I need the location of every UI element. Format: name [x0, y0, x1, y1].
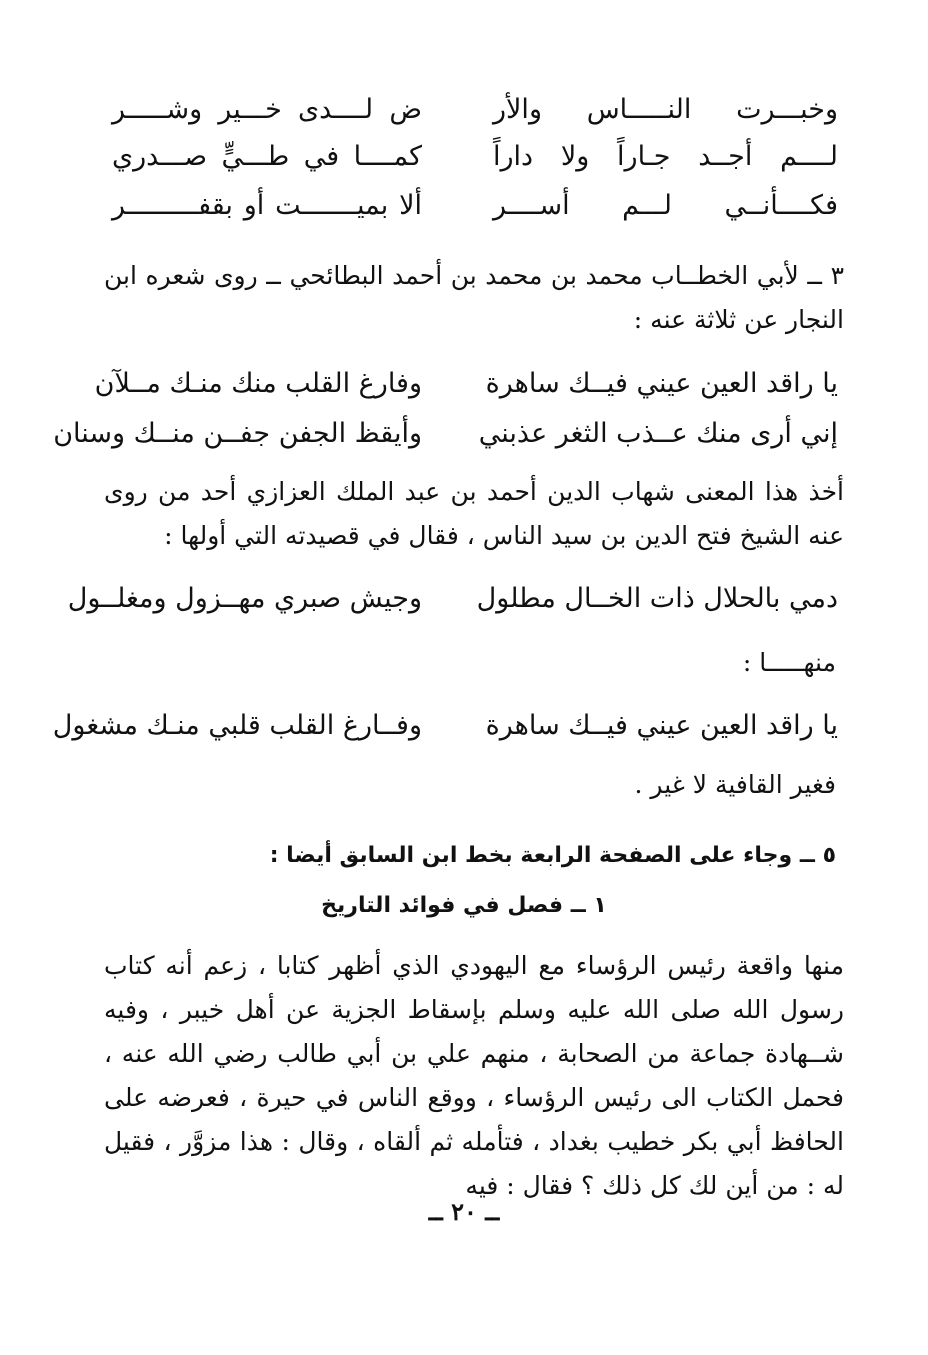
- poem2-line1-ajz: وفارغ القلب منك منـك مــلآن: [94, 368, 422, 399]
- poem4-sadr: يا راقد العين عيني فيــك ساهرة: [485, 710, 838, 741]
- qafiya-note: فغير القافية لا غير .: [634, 770, 836, 799]
- item3-paragraph: ٣ ــ لأبي الخطــاب محمد بن محمد بن أحمد البطائحي ــ روى شعره ابن النجار عن ثلاثة عنه :: [104, 261, 844, 334]
- paragraph-al-azazi: أخذ هذا المعنى شهاب الدين أحمد بن عبد الملك العزازي أحد من روى عنه الشيخ فتح الدين بن سيد الناس ، فقال في قصيدته التي أولها :: [104, 477, 844, 550]
- subsection-heading: ١ ــ فصل في فوائد التاريخ: [321, 893, 607, 918]
- section-heading-5: ٥ ــ وجاء على الصفحة الرابعة بخط ابن السابق أيضا :: [269, 843, 836, 868]
- poem1-line3-ajz: ألا بميـــــــت أو بقفـــــــــر: [112, 190, 422, 221]
- history-paragraph: منها واقعة رئيس الرؤساء مع اليهودي الذي أظهر كتابا ، زعم أنه كتاب رسول الله صلى الله عليه وسلم بإسقاط الجزية عن أهل خيبر ، وفيه شــهادة جماعة من الصحابة ، منهم علي بن أبي طالب رضي الله عنه ، فحمل الكتاب الى رئيس الرؤساء ، ووقع الناس في حيرة ، فعرضه على الحافظ أبي بكر خطيب بغداد ، فتأمله ثم ألقاه ، وقال : هذا مزوَّر ، فقيل له : من أين لك كل ذلك ؟ فقال : فيه: [104, 951, 844, 1200]
- poem1-line2-ajz: كمــــا في طـــيٍّ صـــدري: [112, 141, 422, 172]
- poem4-ajz: وفــارغ القلب قلبي منـك مشغول: [52, 710, 422, 741]
- poem1-line1-sadr: وخبـــرت النـــــاس والأر: [493, 94, 838, 125]
- poem2-line2-ajz: وأيقظ الجفن جفــن منــك وسنان: [53, 418, 422, 449]
- page-number: ــ ٢٠ ــ: [428, 1197, 500, 1226]
- minha-label: منهـــــا :: [742, 648, 836, 677]
- poem3-ajz: وجيش صبري مهــزول ومغلــول: [67, 583, 422, 614]
- poem3-sadr: دمي بالحلال ذات الخــال مطلول: [476, 583, 838, 614]
- poem1-line1-ajz: ض لــــدى خـــير وشـــــر: [112, 94, 422, 125]
- poem1-line2-sadr: لــــم أجــد جـاراً ولا داراً: [493, 141, 838, 172]
- poem2-line1-sadr: يا راقد العين عيني فيــك ساهرة: [485, 368, 838, 399]
- poem2-line2-sadr: إني أرى منك عــذب الثغر عذبني: [478, 418, 838, 449]
- poem1-line3-sadr: فكــــأنــي لـــم أســــر: [493, 190, 838, 221]
